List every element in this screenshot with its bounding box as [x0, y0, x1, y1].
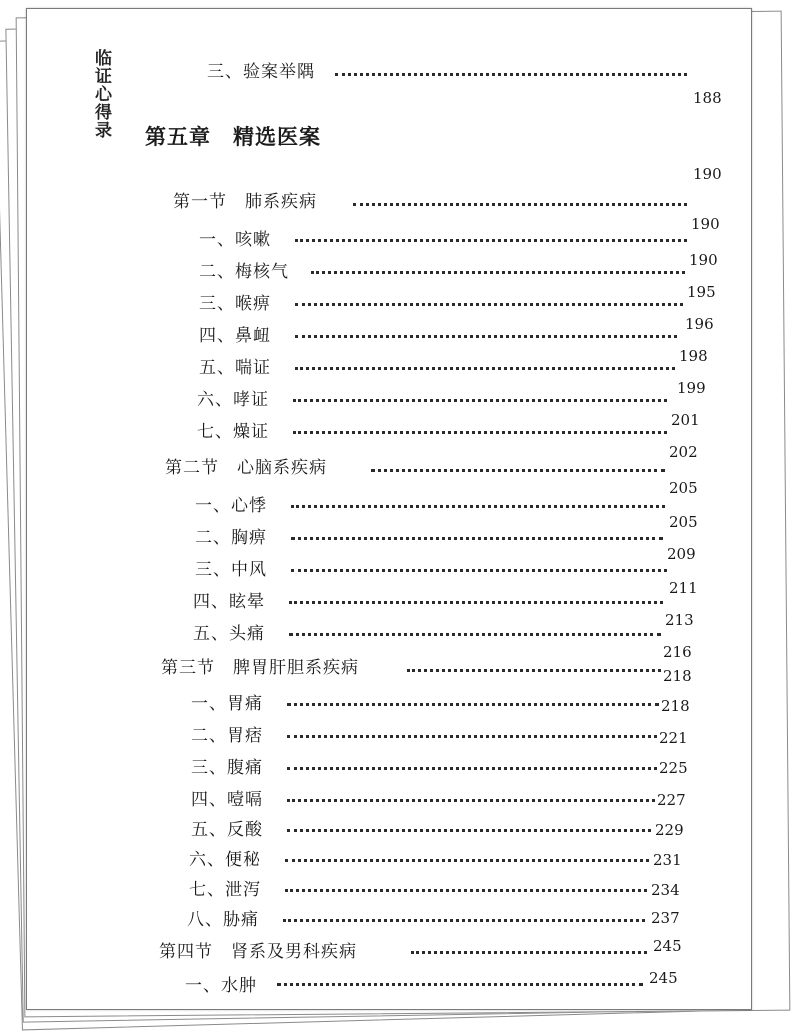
toc-entry-page: 213: [665, 611, 694, 629]
toc-entry-page: 221: [659, 729, 688, 747]
toc-chapter-label: 第五章 精选医案: [145, 124, 321, 149]
toc-entry-page: 196: [685, 315, 714, 333]
dot-leader: [371, 469, 665, 472]
toc-entry-page: 218: [661, 697, 690, 715]
toc-section-label: 第四节 肾系及男科疾病: [159, 942, 357, 962]
toc-entry: [189, 845, 709, 873]
toc-entry: [199, 225, 719, 269]
toc-entry: [197, 417, 717, 461]
toc-entry: [195, 491, 715, 531]
toc-entry-page: 205: [669, 513, 698, 531]
toc-entry: [191, 815, 711, 843]
toc-entry: [189, 875, 709, 903]
toc-entry-page: 225: [659, 759, 688, 777]
toc-entry-label: 七、泄泻: [189, 880, 261, 900]
dot-leader: [285, 859, 649, 862]
dot-leader: [277, 983, 643, 986]
toc-entry-page: 195: [687, 283, 716, 301]
toc-entry: [191, 689, 711, 717]
toc-entry-page: 201: [671, 411, 700, 429]
toc-entry: [199, 257, 719, 301]
toc-entry-label: 五、反酸: [191, 820, 263, 840]
toc-entry: [199, 353, 719, 397]
toc-entry: [191, 753, 711, 781]
dot-leader: [293, 399, 667, 402]
toc-entry-label: 八、胁痛: [187, 910, 259, 930]
toc-entry-label: 三、喉痹: [199, 294, 271, 314]
toc-entry-label: 七、燥证: [197, 422, 269, 442]
running-head: 临证心得录: [91, 49, 111, 139]
toc-entry-page: 237: [651, 909, 680, 927]
toc-entry: [199, 289, 719, 333]
toc-entry-page: 209: [667, 545, 696, 563]
toc-entry-label: 四、鼻衄: [199, 326, 271, 346]
toc-entry-label: 三、验案举隅: [207, 62, 315, 82]
toc-entry: [193, 619, 713, 661]
toc-entry-label: 五、头痛: [193, 624, 265, 644]
toc-entry: [207, 57, 722, 107]
toc-entry-page: 231: [653, 851, 682, 869]
toc-entry-page: 229: [655, 821, 684, 839]
toc-entry: [199, 321, 719, 365]
toc-entry-page: 245: [649, 969, 678, 987]
toc-entry-label: 一、胃痛: [191, 694, 263, 714]
dot-leader: [353, 203, 687, 206]
toc-entry: [195, 523, 715, 563]
dot-leader: [287, 703, 659, 706]
dot-leader: [295, 367, 675, 370]
toc-entry: [185, 971, 705, 999]
toc-entry-page: 227: [657, 791, 686, 809]
toc-entry-label: 一、心悸: [195, 496, 267, 516]
toc-section-page: 190: [691, 215, 720, 233]
dot-leader: [291, 505, 665, 508]
toc-entry-label: 一、咳嗽: [199, 230, 271, 250]
toc-entry-label: 六、便秘: [189, 850, 261, 870]
toc-entry-label: 二、胃痞: [191, 726, 263, 746]
dot-leader: [289, 601, 663, 604]
toc-section-label: 第一节 肺系疾病: [173, 192, 317, 212]
dot-leader: [289, 633, 661, 636]
toc-entry-label: 三、中风: [195, 560, 267, 580]
dot-leader: [295, 303, 683, 306]
toc-entry-label: 四、噎嗝: [191, 790, 263, 810]
toc-entry-label: 三、腹痛: [191, 758, 263, 778]
toc-section-label: 第二节 心脑系疾病: [165, 458, 327, 478]
toc-entry: [187, 905, 707, 933]
toc-page: [26, 8, 752, 1010]
toc-section-entry: [161, 653, 711, 685]
toc-entry: [191, 721, 711, 749]
dot-leader: [407, 669, 661, 672]
dot-leader: [411, 951, 647, 954]
toc-section-page: 218: [663, 667, 692, 685]
dot-leader: [287, 799, 655, 802]
toc-section-label: 第三节 脾胃肝胆系疾病: [161, 658, 359, 678]
toc-entry-label: 五、喘证: [199, 358, 271, 378]
toc-chapter-entry: [145, 121, 722, 183]
toc-entry-page: 211: [669, 579, 698, 597]
toc-entry-label: 六、哮证: [197, 390, 269, 410]
toc-entry-page: 198: [679, 347, 708, 365]
toc-section-entry: [165, 453, 715, 497]
toc-entry-page: 199: [677, 379, 706, 397]
toc-entry-page: 216: [663, 643, 692, 661]
dot-leader: [295, 335, 677, 338]
toc-entry-label: 二、胸痹: [195, 528, 267, 548]
dot-leader: [283, 919, 645, 922]
toc-entry: [193, 587, 713, 629]
toc-entry-label: 一、水肿: [185, 976, 257, 996]
toc-section-page: 205: [669, 479, 698, 497]
toc-entry-page: 190: [689, 251, 718, 269]
dot-leader: [291, 537, 663, 540]
toc-chapter-page: 190: [693, 165, 722, 183]
toc-entry-page: 234: [651, 881, 680, 899]
toc-section-entry: [173, 187, 720, 233]
dot-leader: [285, 889, 647, 892]
toc-entry: [191, 785, 711, 813]
toc-entry-label: 二、梅核气: [199, 262, 289, 282]
dot-leader: [287, 767, 657, 770]
dot-leader: [287, 735, 657, 738]
toc-section-entry: [159, 937, 709, 965]
dot-leader: [291, 569, 667, 572]
toc-entry: [197, 385, 717, 429]
toc-entry: [195, 555, 715, 597]
dot-leader: [295, 239, 687, 242]
toc-entry-page: 202: [669, 443, 698, 461]
dot-leader: [311, 271, 685, 274]
dot-leader: [287, 829, 651, 832]
toc-entry-page: 188: [693, 89, 722, 107]
toc-section-page: 245: [653, 937, 682, 955]
toc-entry-label: 四、眩晕: [193, 592, 265, 612]
dot-leader: [335, 73, 687, 76]
dot-leader: [293, 431, 667, 434]
